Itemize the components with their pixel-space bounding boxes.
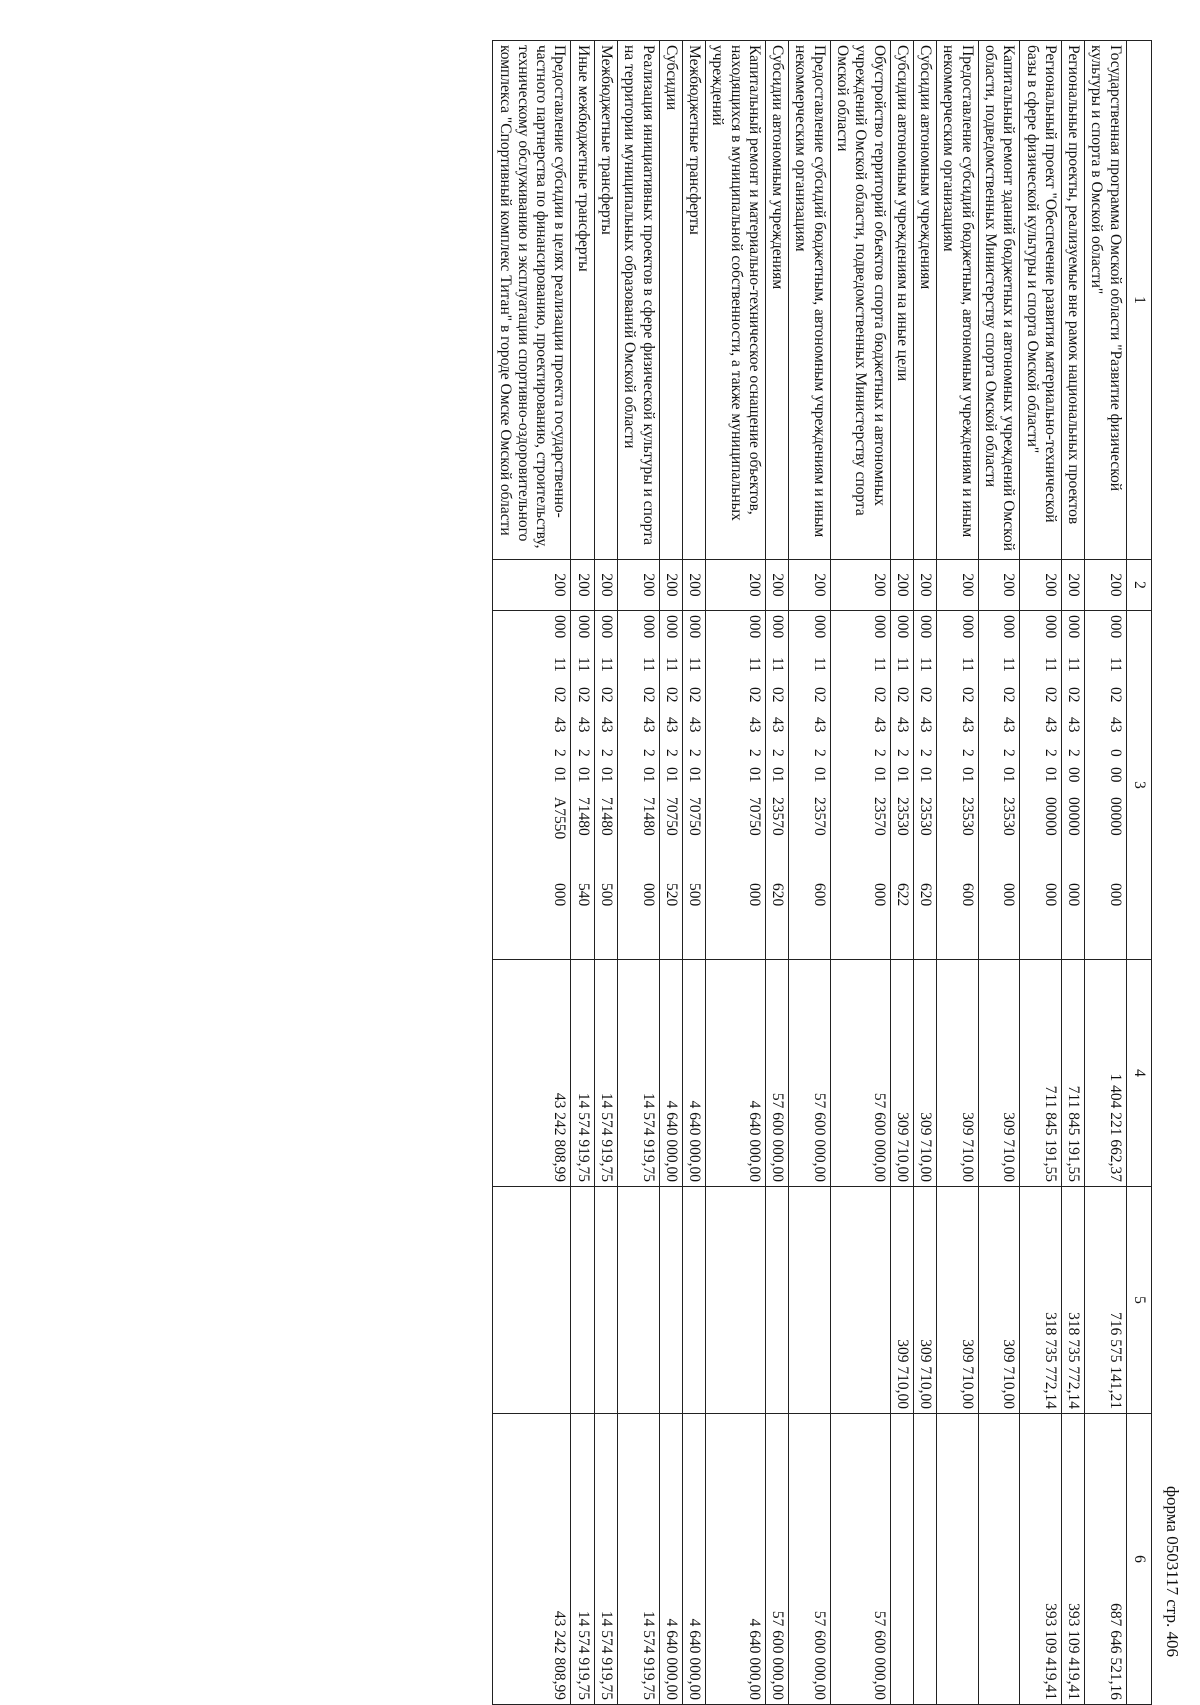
budget-code-part: 11 bbox=[893, 657, 911, 672]
budget-code-part: 02 bbox=[870, 687, 888, 703]
budget-code-part: 2 bbox=[917, 749, 935, 757]
budget-code-part: 2 bbox=[1000, 749, 1018, 757]
row-name-cell: Иные межбюджетные трансферты bbox=[571, 41, 594, 560]
budget-code-part: 000 bbox=[686, 615, 704, 639]
budget-code-part: 2 bbox=[893, 749, 911, 757]
budget-code-part: 02 bbox=[662, 687, 680, 703]
budget-code-part: 11 bbox=[769, 657, 787, 672]
row-unexecuted-cell: 43 242 808,99 bbox=[493, 1414, 571, 1705]
budget-code-part: 43 bbox=[686, 717, 704, 733]
budget-code-part: 43 bbox=[870, 717, 888, 733]
row-budget-code-cell bbox=[1020, 611, 1062, 960]
budget-code-part: 01 bbox=[574, 767, 592, 783]
row-line-code-cell: 200 bbox=[913, 560, 936, 611]
budget-code-part: 00000 bbox=[1065, 797, 1083, 836]
budget-code bbox=[810, 615, 828, 955]
row-line-code-cell: 200 bbox=[682, 560, 705, 611]
budget-code-part: 02 bbox=[597, 687, 615, 703]
row-approved-cell: 309 710,00 bbox=[937, 960, 979, 1187]
column-header-1: 1 bbox=[1126, 41, 1151, 560]
row-approved-cell: 4 640 000,00 bbox=[682, 960, 705, 1187]
row-unexecuted-cell bbox=[978, 1414, 1020, 1705]
row-unexecuted-cell: 4 640 000,00 bbox=[706, 1414, 766, 1705]
row-budget-code-cell bbox=[571, 611, 594, 960]
budget-code-part: 23530 bbox=[893, 797, 911, 836]
row-line-code-cell: 200 bbox=[937, 560, 979, 611]
row-budget-code-cell bbox=[830, 611, 890, 960]
budget-code bbox=[638, 615, 656, 955]
budget-code-part: 000 bbox=[1000, 615, 1018, 639]
budget-code-part: 0 bbox=[1106, 749, 1124, 757]
budget-code-part: 000 bbox=[810, 615, 828, 639]
row-approved-cell: 57 600 000,00 bbox=[830, 960, 890, 1187]
budget-code-part: 01 bbox=[870, 767, 888, 783]
row-approved-cell: 14 574 919,75 bbox=[571, 960, 594, 1187]
budget-code-part: 01 bbox=[769, 767, 787, 783]
budget-code-part: 43 bbox=[574, 717, 592, 733]
column-header-4: 4 bbox=[1126, 960, 1151, 1187]
budget-code-part: 23530 bbox=[1000, 797, 1018, 836]
budget-code bbox=[1064, 615, 1082, 955]
row-approved-cell: 4 640 000,00 bbox=[659, 960, 682, 1187]
budget-code-part: 23530 bbox=[958, 797, 976, 836]
budget-code-part: 2 bbox=[810, 749, 828, 757]
budget-code-part: 71480 bbox=[639, 797, 657, 836]
table-row bbox=[571, 41, 594, 1705]
row-line-code-cell: 200 bbox=[706, 560, 766, 611]
budget-code-part: 02 bbox=[958, 687, 976, 703]
table-row bbox=[1020, 41, 1062, 1705]
budget-code-part: 620 bbox=[769, 883, 787, 907]
row-line-code-cell: 200 bbox=[571, 560, 594, 611]
row-line-code-cell: 200 bbox=[617, 560, 659, 611]
budget-code-part: 43 bbox=[958, 717, 976, 733]
budget-code-part: 2 bbox=[662, 749, 680, 757]
row-line-code-cell: 200 bbox=[1061, 560, 1084, 611]
row-name-cell: Обустройство территорий объектов спорта бюджетных и автономных учреждений Омской области, подведомственных Министерству спорта Омской области bbox=[830, 41, 890, 560]
budget-code-part: 2 bbox=[639, 749, 657, 757]
row-name-cell: Капитальный ремонт и материально-техническое оснащение объектов, находящихся в муниципальной собственности, а также муниципальных учреждений bbox=[706, 41, 766, 560]
budget-code-part: 2 bbox=[597, 749, 615, 757]
budget-code-part: 23570 bbox=[769, 797, 787, 836]
budget-code-part: 43 bbox=[1065, 717, 1083, 733]
row-name-cell: Субсидии автономным учреждениям на иные цели bbox=[890, 41, 913, 560]
budget-code-part: 11 bbox=[810, 657, 828, 672]
budget-table bbox=[492, 40, 1152, 1705]
table-row bbox=[913, 41, 936, 1705]
budget-code-part: 11 bbox=[958, 657, 976, 672]
row-unexecuted-cell bbox=[890, 1414, 913, 1705]
row-name-cell: Субсидии bbox=[659, 41, 682, 560]
row-line-code-cell: 200 bbox=[493, 560, 571, 611]
row-approved-cell: 309 710,00 bbox=[913, 960, 936, 1187]
budget-code-part: 520 bbox=[662, 883, 680, 907]
row-executed-cell bbox=[659, 1187, 682, 1414]
row-unexecuted-cell bbox=[913, 1414, 936, 1705]
row-budget-code-cell bbox=[978, 611, 1020, 960]
budget-code-part: 00000 bbox=[1041, 797, 1059, 836]
row-budget-code-cell bbox=[937, 611, 979, 960]
budget-code-part: 2 bbox=[958, 749, 976, 757]
budget-code-part: 02 bbox=[1000, 687, 1018, 703]
row-name-cell: Предоставление субсидий бюджетным, автономным учреждениям и иным некоммерческим организациям bbox=[937, 41, 979, 560]
budget-code-part: 620 bbox=[917, 883, 935, 907]
budget-code-part: 43 bbox=[917, 717, 935, 733]
row-budget-code-cell bbox=[659, 611, 682, 960]
budget-code-part: 000 bbox=[958, 615, 976, 639]
budget-code-part: 02 bbox=[574, 687, 592, 703]
budget-code-part: 000 bbox=[769, 615, 787, 639]
budget-code-part: 11 bbox=[1065, 657, 1083, 672]
budget-code bbox=[1041, 615, 1059, 955]
row-budget-code-cell bbox=[913, 611, 936, 960]
budget-code-part: 01 bbox=[551, 767, 569, 783]
budget-code bbox=[1105, 615, 1123, 955]
budget-code-part: 2 bbox=[745, 749, 763, 757]
row-unexecuted-cell: 14 574 919,75 bbox=[571, 1414, 594, 1705]
table-row bbox=[659, 41, 682, 1705]
row-executed-cell: 309 710,00 bbox=[890, 1187, 913, 1414]
row-unexecuted-cell: 4 640 000,00 bbox=[682, 1414, 705, 1705]
row-executed-cell bbox=[706, 1187, 766, 1414]
row-budget-code-cell bbox=[765, 611, 788, 960]
row-unexecuted-cell: 57 600 000,00 bbox=[789, 1414, 831, 1705]
budget-code-part: 71480 bbox=[574, 797, 592, 836]
row-executed-cell bbox=[493, 1187, 571, 1414]
row-approved-cell: 4 640 000,00 bbox=[706, 960, 766, 1187]
budget-code-part: 23570 bbox=[810, 797, 828, 836]
row-executed-cell bbox=[617, 1187, 659, 1414]
row-approved-cell: 14 574 919,75 bbox=[617, 960, 659, 1187]
budget-code-part: 01 bbox=[1041, 767, 1059, 783]
budget-code-part: 43 bbox=[597, 717, 615, 733]
budget-code bbox=[999, 615, 1017, 955]
budget-code-part: 600 bbox=[958, 883, 976, 907]
budget-code-part: 02 bbox=[917, 687, 935, 703]
budget-code-part: 11 bbox=[686, 657, 704, 672]
row-approved-cell: 711 845 191,55 bbox=[1061, 960, 1084, 1187]
row-name-cell: Субсидии автономным учреждениям bbox=[765, 41, 788, 560]
table-row bbox=[682, 41, 705, 1705]
budget-code-part: 23570 bbox=[870, 797, 888, 836]
row-approved-cell: 43 242 808,99 bbox=[493, 960, 571, 1187]
budget-code-part: 01 bbox=[639, 767, 657, 783]
budget-code-part: 01 bbox=[1000, 767, 1018, 783]
row-unexecuted-cell: 687 646 521,16 bbox=[1085, 1414, 1127, 1705]
row-budget-code-cell bbox=[617, 611, 659, 960]
budget-code-part: 2 bbox=[574, 749, 592, 757]
budget-code-part: 43 bbox=[893, 717, 911, 733]
table-row bbox=[830, 41, 890, 1705]
row-executed-cell: 309 710,00 bbox=[913, 1187, 936, 1414]
budget-code-part: 43 bbox=[745, 717, 763, 733]
row-executed-cell bbox=[571, 1187, 594, 1414]
table-row bbox=[706, 41, 766, 1705]
form-label: форма 0503117 стр. 406 bbox=[1163, 1486, 1182, 1657]
budget-code-part: 000 bbox=[1041, 883, 1059, 907]
budget-code-part: 000 bbox=[574, 615, 592, 639]
row-name-cell: Межбюджетные трансферты bbox=[594, 41, 617, 560]
row-budget-code-cell bbox=[706, 611, 766, 960]
row-line-code-cell: 200 bbox=[978, 560, 1020, 611]
budget-code-part: 11 bbox=[1000, 657, 1018, 672]
budget-code-part: 000 bbox=[870, 883, 888, 907]
budget-code bbox=[893, 615, 911, 955]
budget-code-part: 01 bbox=[662, 767, 680, 783]
budget-code-part: 000 bbox=[745, 615, 763, 639]
budget-code-part: 43 bbox=[551, 717, 569, 733]
row-line-code-cell: 200 bbox=[594, 560, 617, 611]
budget-code-part: 000 bbox=[1065, 883, 1083, 907]
budget-code-part: 11 bbox=[551, 657, 569, 672]
budget-code bbox=[957, 615, 975, 955]
row-budget-code-cell bbox=[890, 611, 913, 960]
row-budget-code-cell bbox=[682, 611, 705, 960]
column-header-5: 5 bbox=[1126, 1187, 1151, 1414]
budget-code-part: 11 bbox=[662, 657, 680, 672]
row-executed-cell bbox=[682, 1187, 705, 1414]
row-executed-cell: 309 710,00 bbox=[937, 1187, 979, 1414]
table-row bbox=[789, 41, 831, 1705]
budget-code-part: 43 bbox=[639, 717, 657, 733]
row-name-cell: Реализация инициативных проектов в сфере физической культуры и спорта на территории муниципальных образований Омской области bbox=[617, 41, 659, 560]
column-header-3: 3 bbox=[1126, 611, 1151, 960]
row-unexecuted-cell bbox=[937, 1414, 979, 1705]
budget-code-part: 43 bbox=[1041, 717, 1059, 733]
budget-code-part: 43 bbox=[1106, 717, 1124, 733]
budget-code-part: 000 bbox=[1106, 883, 1124, 907]
budget-code-part: 43 bbox=[662, 717, 680, 733]
column-header-6: 6 bbox=[1126, 1414, 1151, 1705]
budget-code-part: 43 bbox=[1000, 717, 1018, 733]
row-approved-cell: 309 710,00 bbox=[890, 960, 913, 1187]
budget-code-part: 02 bbox=[686, 687, 704, 703]
row-executed-cell: 716 575 141,21 bbox=[1085, 1187, 1127, 1414]
budget-code-part: 23530 bbox=[917, 797, 935, 836]
budget-code-part: 01 bbox=[917, 767, 935, 783]
row-executed-cell bbox=[830, 1187, 890, 1414]
row-executed-cell bbox=[765, 1187, 788, 1414]
row-approved-cell: 57 600 000,00 bbox=[765, 960, 788, 1187]
budget-code-part: 02 bbox=[639, 687, 657, 703]
budget-code-part: 000 bbox=[662, 615, 680, 639]
budget-code-part: 000 bbox=[917, 615, 935, 639]
budget-code-part: 500 bbox=[597, 883, 615, 907]
budget-code-part: 02 bbox=[1065, 687, 1083, 703]
table-row bbox=[937, 41, 979, 1705]
budget-code-part: 01 bbox=[745, 767, 763, 783]
table-row bbox=[493, 41, 571, 1705]
budget-code-part: 000 bbox=[551, 615, 569, 639]
table-row bbox=[1085, 41, 1127, 1705]
budget-code-part: 11 bbox=[597, 657, 615, 672]
budget-code bbox=[768, 615, 786, 955]
budget-code-part: 600 bbox=[810, 883, 828, 907]
budget-code-part: 000 bbox=[639, 883, 657, 907]
row-line-code-cell: 200 bbox=[830, 560, 890, 611]
budget-code bbox=[745, 615, 763, 955]
budget-code-part: 01 bbox=[686, 767, 704, 783]
row-name-cell: Государственная программа Омской области "Развитие физической культуры и спорта в Омской области" bbox=[1085, 41, 1127, 560]
row-name-cell: Региональные проекты, реализуемые вне рамок национальных проектов bbox=[1061, 41, 1084, 560]
budget-code-part: 000 bbox=[1000, 883, 1018, 907]
budget-code-part: 2 bbox=[1041, 749, 1059, 757]
row-unexecuted-cell: 57 600 000,00 bbox=[765, 1414, 788, 1705]
table-row bbox=[765, 41, 788, 1705]
table-header-row bbox=[1126, 41, 1151, 1705]
row-executed-cell: 318 735 772,14 bbox=[1020, 1187, 1062, 1414]
table-row bbox=[890, 41, 913, 1705]
row-line-code-cell: 200 bbox=[789, 560, 831, 611]
budget-code-part: 500 bbox=[686, 883, 704, 907]
row-executed-cell: 309 710,00 bbox=[978, 1187, 1020, 1414]
budget-code bbox=[685, 615, 703, 955]
row-line-code-cell: 200 bbox=[1020, 560, 1062, 611]
budget-code-part: 11 bbox=[639, 657, 657, 672]
budget-code-part: 11 bbox=[1041, 657, 1059, 672]
budget-code-part: 622 bbox=[893, 883, 911, 907]
row-executed-cell bbox=[594, 1187, 617, 1414]
row-budget-code-cell bbox=[594, 611, 617, 960]
table-row bbox=[594, 41, 617, 1705]
budget-code-part: 43 bbox=[769, 717, 787, 733]
budget-code-part: 70750 bbox=[745, 797, 763, 836]
row-name-cell: Предоставление субсидии в целях реализации проекта государственно-частного партнерства по финансированию, проектированию, строительству, техническому обслуживанию и эксплуатации спортивно-оздоровительного комплекса "Спортивный комплекс Титан" в городе Омске Омской области bbox=[493, 41, 571, 560]
budget-code-part: 01 bbox=[893, 767, 911, 783]
budget-code bbox=[573, 615, 591, 955]
row-unexecuted-cell: 57 600 000,00 bbox=[830, 1414, 890, 1705]
budget-code-part: 2 bbox=[551, 749, 569, 757]
row-budget-code-cell bbox=[493, 611, 571, 960]
budget-code-part: 00 bbox=[1106, 767, 1124, 783]
budget-code-part: 11 bbox=[917, 657, 935, 672]
budget-code-part: 02 bbox=[893, 687, 911, 703]
row-unexecuted-cell: 14 574 919,75 bbox=[594, 1414, 617, 1705]
row-unexecuted-cell: 4 640 000,00 bbox=[659, 1414, 682, 1705]
row-unexecuted-cell: 393 109 419,41 bbox=[1020, 1414, 1062, 1705]
row-name-cell: Предоставление субсидий бюджетным, автономным учреждениям и иным некоммерческим организациям bbox=[789, 41, 831, 560]
budget-code-part: 000 bbox=[1041, 615, 1059, 639]
budget-code-part: 000 bbox=[893, 615, 911, 639]
budget-code bbox=[597, 615, 615, 955]
budget-code bbox=[869, 615, 887, 955]
budget-code-part: 02 bbox=[1106, 687, 1124, 703]
row-name-cell: Капитальный ремонт зданий бюджетных и автономных учреждений Омской области, подведомственных Министерству спорта Омской области bbox=[978, 41, 1020, 560]
row-unexecuted-cell: 14 574 919,75 bbox=[617, 1414, 659, 1705]
budget-code-part: 000 bbox=[597, 615, 615, 639]
budget-code bbox=[662, 615, 680, 955]
row-line-code-cell: 200 bbox=[659, 560, 682, 611]
row-line-code-cell: 200 bbox=[1085, 560, 1127, 611]
budget-code-part: 000 bbox=[1106, 615, 1124, 639]
budget-code-part: 02 bbox=[551, 687, 569, 703]
budget-code-part: 43 bbox=[810, 717, 828, 733]
budget-code-part: 01 bbox=[597, 767, 615, 783]
budget-code-part: 00000 bbox=[1106, 797, 1124, 836]
budget-code-part: 02 bbox=[745, 687, 763, 703]
row-name-cell: Региональный проект "Обеспечение развития материально-технической базы в сфере физической культуры и спорта Омской области" bbox=[1020, 41, 1062, 560]
budget-code-part: 2 bbox=[686, 749, 704, 757]
budget-code-part: 70750 bbox=[662, 797, 680, 836]
budget-code-part: 2 bbox=[870, 749, 888, 757]
budget-code-part: 000 bbox=[745, 883, 763, 907]
budget-code-part: 11 bbox=[870, 657, 888, 672]
row-budget-code-cell bbox=[1061, 611, 1084, 960]
budget-code-part: 2 bbox=[1065, 749, 1083, 757]
row-executed-cell bbox=[789, 1187, 831, 1414]
row-budget-code-cell bbox=[789, 611, 831, 960]
budget-code-part: 01 bbox=[958, 767, 976, 783]
row-approved-cell: 14 574 919,75 bbox=[594, 960, 617, 1187]
budget-code-part: 11 bbox=[1106, 657, 1124, 672]
budget-code-part: 000 bbox=[551, 883, 569, 907]
row-unexecuted-cell: 393 109 419,41 bbox=[1061, 1414, 1084, 1705]
budget-code-part: 540 bbox=[574, 883, 592, 907]
budget-code-part: 02 bbox=[769, 687, 787, 703]
row-approved-cell: 1 404 221 662,37 bbox=[1085, 960, 1127, 1187]
budget-code bbox=[916, 615, 934, 955]
row-budget-code-cell bbox=[1085, 611, 1127, 960]
budget-code-part: 11 bbox=[574, 657, 592, 672]
budget-code-part: А7550 bbox=[551, 797, 569, 840]
row-line-code-cell: 200 bbox=[890, 560, 913, 611]
row-name-cell: Субсидии автономным учреждениям bbox=[913, 41, 936, 560]
budget-code-part: 000 bbox=[1065, 615, 1083, 639]
table-row bbox=[978, 41, 1020, 1705]
row-executed-cell: 318 735 772,14 bbox=[1061, 1187, 1084, 1414]
table-row bbox=[617, 41, 659, 1705]
budget-code-part: 71480 bbox=[597, 797, 615, 836]
row-approved-cell: 57 600 000,00 bbox=[789, 960, 831, 1187]
table-row bbox=[1061, 41, 1084, 1705]
budget-code-part: 02 bbox=[810, 687, 828, 703]
row-name-cell: Межбюджетные трансферты bbox=[682, 41, 705, 560]
budget-code-part: 11 bbox=[745, 657, 763, 672]
budget-code-part: 000 bbox=[870, 615, 888, 639]
budget-code-part: 70750 bbox=[686, 797, 704, 836]
budget-code-part: 01 bbox=[810, 767, 828, 783]
row-approved-cell: 711 845 191,55 bbox=[1020, 960, 1062, 1187]
budget-code-part: 2 bbox=[769, 749, 787, 757]
budget-code-part: 000 bbox=[639, 615, 657, 639]
budget-code bbox=[550, 615, 568, 955]
row-line-code-cell: 200 bbox=[765, 560, 788, 611]
budget-code-part: 02 bbox=[1041, 687, 1059, 703]
row-approved-cell: 309 710,00 bbox=[978, 960, 1020, 1187]
column-header-2: 2 bbox=[1126, 560, 1151, 611]
budget-code-part: 00 bbox=[1065, 767, 1083, 783]
